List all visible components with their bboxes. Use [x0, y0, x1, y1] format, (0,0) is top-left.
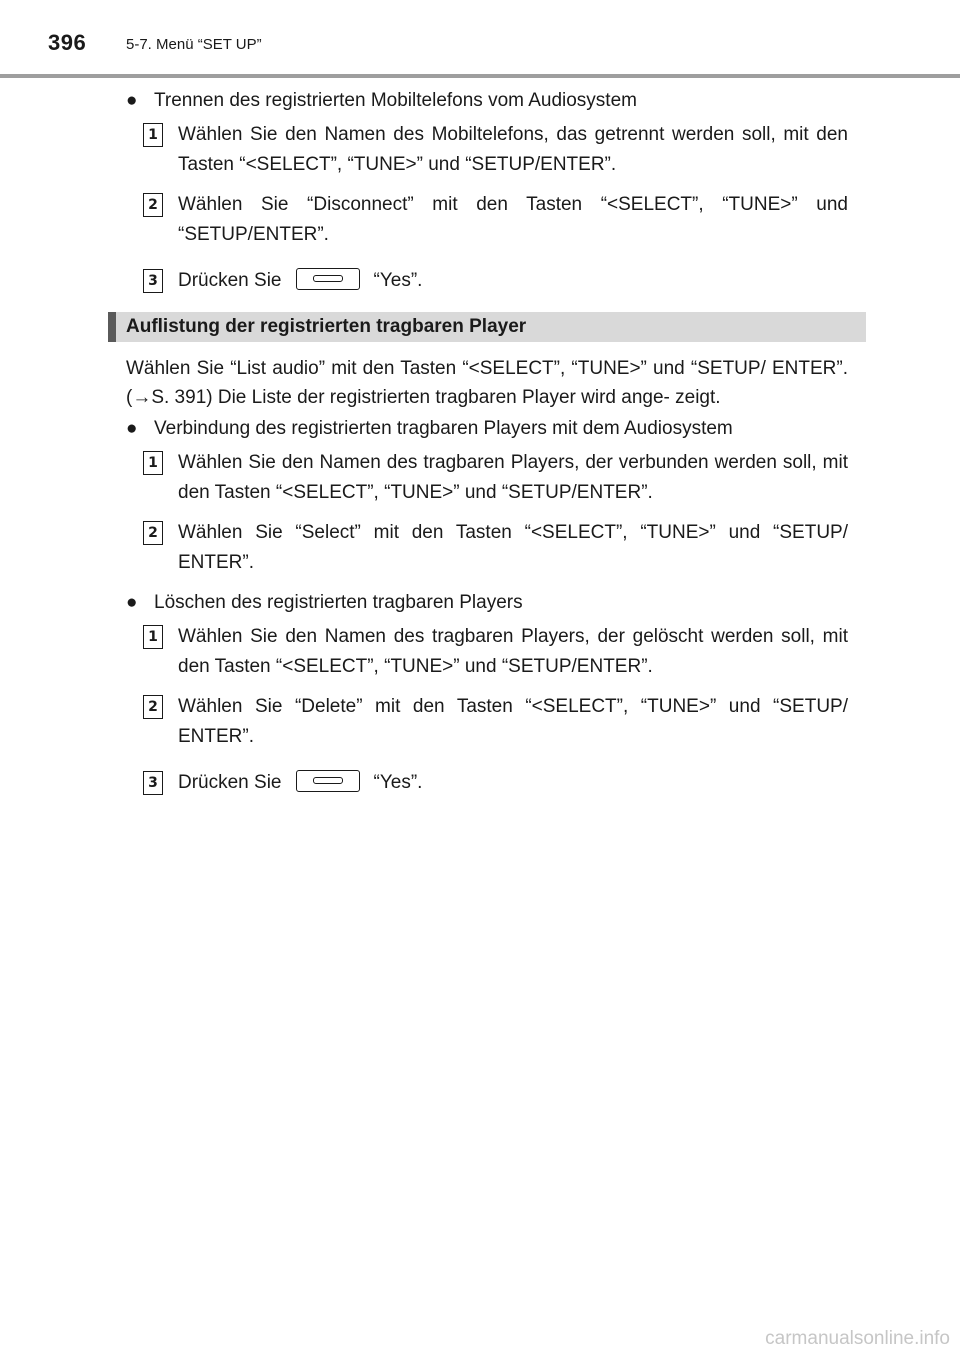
- watermark: carmanualsonline.info: [765, 1328, 950, 1349]
- step-loeschen-3: [126, 768, 848, 798]
- step-number: 2: [143, 521, 163, 545]
- step-number: 2: [143, 695, 163, 719]
- step-text: Wählen Sie den Namen des tragbaren Players, der verbunden werden soll, mit den Tasten “<SELECT”, “TUNE>” und “SETUP/ENTER”.: [178, 452, 848, 503]
- step-verbindung-1: [126, 448, 848, 508]
- step-loeschen-2: [126, 692, 848, 752]
- subheading-text: Auflistung der registrierten tragbaren Player: [126, 316, 527, 337]
- step-text-after: “Yes”.: [373, 772, 423, 793]
- bullet-loeschen: [126, 588, 848, 618]
- step-trennen-3: [126, 266, 848, 296]
- page-number: 396: [48, 30, 87, 55]
- softkey-button-icon: [296, 268, 360, 290]
- softkey-button-icon: [296, 770, 360, 792]
- step-number: 2: [143, 193, 163, 217]
- step-number: 3: [143, 771, 163, 795]
- step-text: Wählen Sie “Select” mit den Tasten “<SELECT”, “TUNE>” und “SETUP/ ENTER”.: [178, 522, 848, 573]
- step-text: Wählen Sie “Delete” mit den Tasten “<SELECT”, “TUNE>” und “SETUP/ ENTER”.: [178, 696, 848, 747]
- bullet-text: Verbindung des registrierten tragbaren Players mit dem Audiosystem: [154, 418, 733, 439]
- step-text: Wählen Sie den Namen des Mobiltelefons, das getrennt werden soll, mit den Tasten “<SELECT”, “TUNE>” und “SETUP/ENTER”.: [178, 124, 848, 175]
- step-number: 1: [143, 625, 163, 649]
- bullet-text: Trennen des registrierten Mobiltelefons vom Audiosystem: [154, 90, 637, 111]
- step-number: 1: [143, 451, 163, 475]
- step-text-after: “Yes”.: [373, 270, 423, 291]
- step-trennen-1: [126, 120, 848, 180]
- bullet-verbindung: [126, 414, 848, 444]
- step-number: 1: [143, 123, 163, 147]
- bullet-icon: ●: [126, 90, 138, 111]
- bullet-icon: ●: [126, 418, 138, 439]
- step-verbindung-2: [126, 518, 848, 578]
- step-text-before: Drücken Sie: [178, 772, 282, 793]
- step-loeschen-1: [126, 622, 848, 682]
- bullet-text: Löschen des registrierten tragbaren Players: [154, 592, 523, 613]
- page-header: [0, 0, 960, 78]
- intro-paragraph: Wählen Sie “List audio” mit den Tasten “<SELECT”, “TUNE>” und “SETUP/ ENTER”. (→S. 391) Die Liste der registrierten tragbaren Player wird ange- zeigt.: [126, 358, 848, 408]
- step-trennen-2: [126, 190, 848, 250]
- step-text-before: Drücken Sie: [178, 270, 282, 291]
- step-text: Wählen Sie den Namen des tragbaren Players, der gelöscht werden soll, mit den Tasten “<SELECT”, “TUNE>” und “SETUP/ENTER”.: [178, 626, 848, 677]
- page-content: [126, 86, 848, 808]
- bullet-icon: ●: [126, 592, 138, 613]
- bullet-trennen: [126, 86, 848, 116]
- section-title: 5-7. Menü “SET UP”: [126, 36, 262, 53]
- header-divider: [0, 74, 960, 78]
- subheading-auflistung: [108, 312, 866, 342]
- step-number: 3: [143, 269, 163, 293]
- step-text: Wählen Sie “Disconnect” mit den Tasten “<SELECT”, “TUNE>” und “SETUP/ENTER”.: [178, 194, 848, 245]
